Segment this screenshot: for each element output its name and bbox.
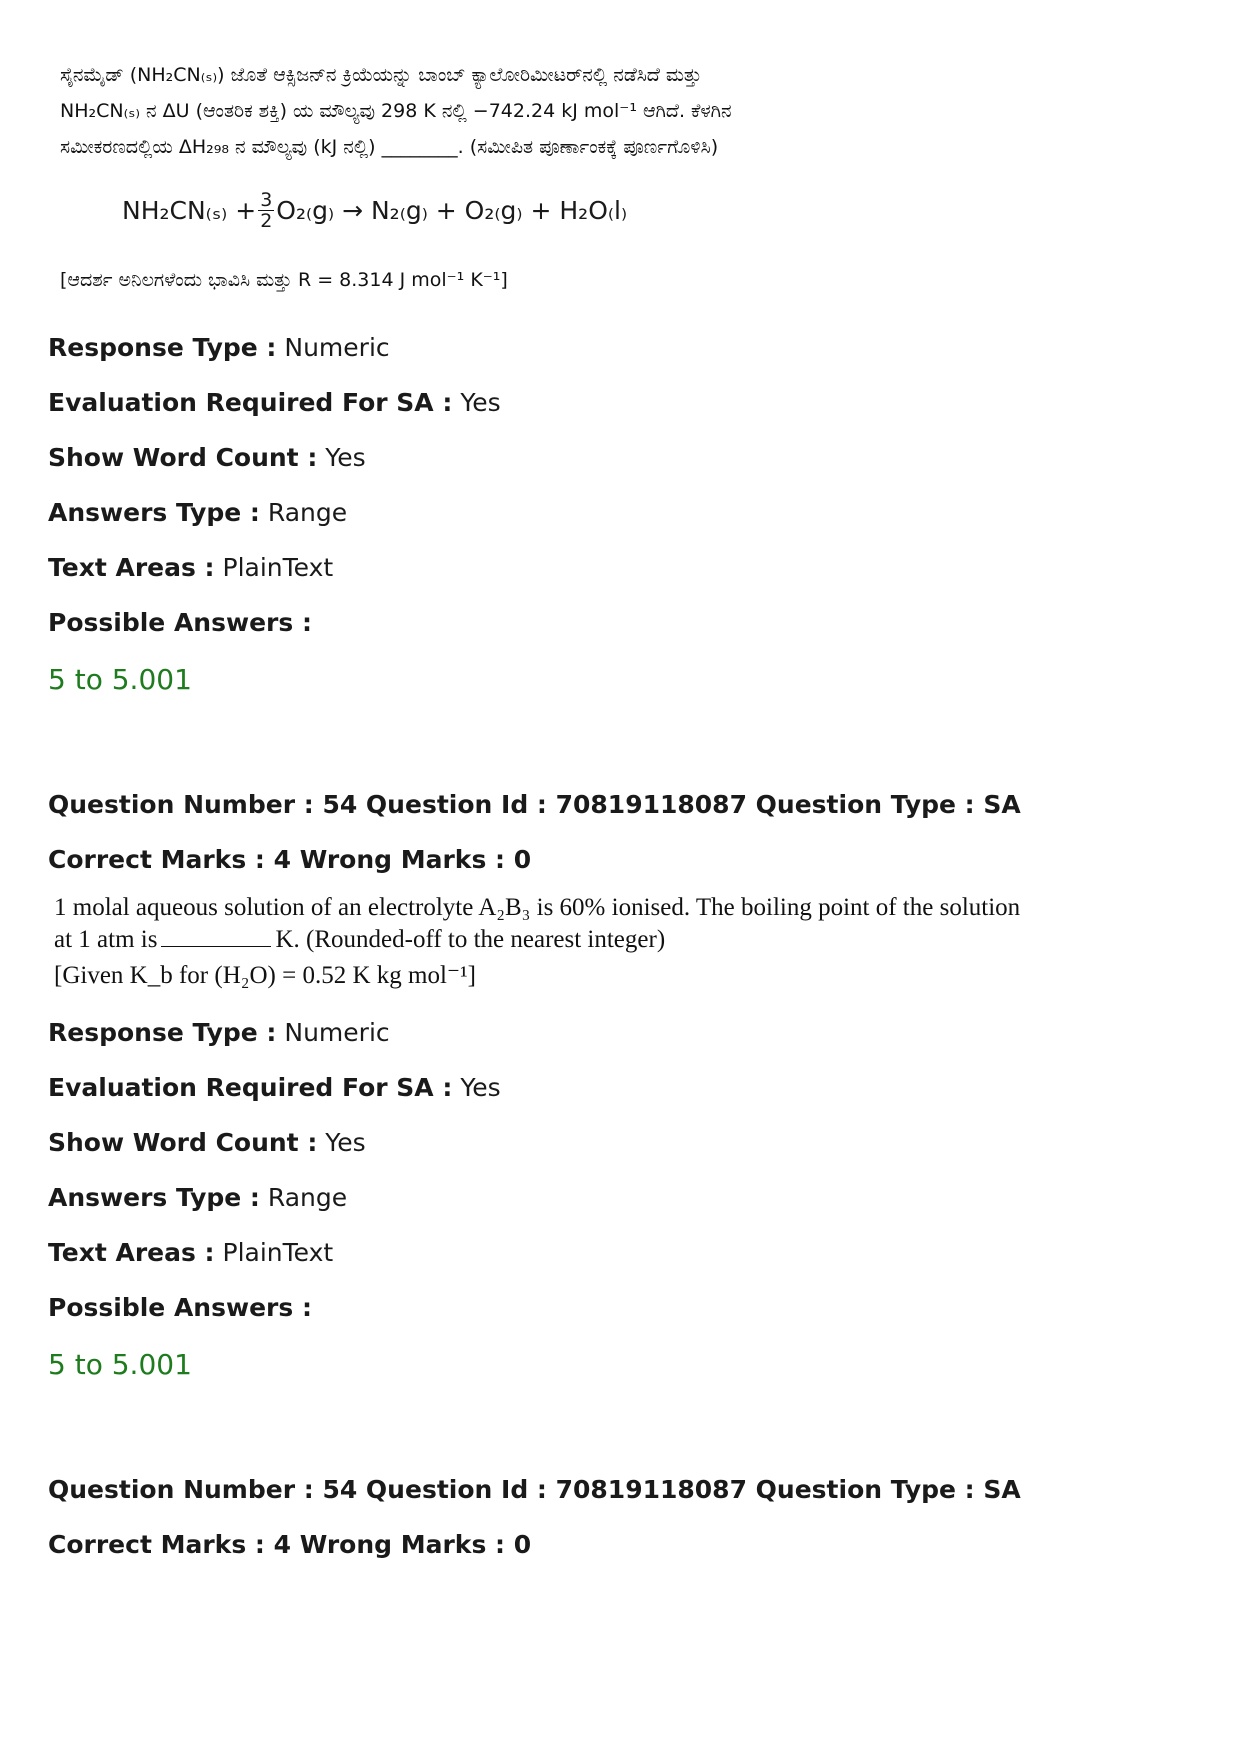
question-text-part: at 1 atm is — [54, 926, 158, 953]
field-label: Response Type : — [48, 333, 277, 362]
text-areas-field — [48, 1238, 333, 1268]
field-value: Numeric — [284, 1018, 390, 1047]
field-value: PlainText — [222, 1238, 334, 1267]
answer-blank — [161, 946, 271, 947]
field-label: Answers Type : — [48, 1183, 260, 1212]
show-word-count-field — [48, 443, 366, 473]
equation-fraction — [258, 190, 274, 231]
fraction-denominator: 2 — [260, 210, 273, 232]
question-text-line: ಸಮೀಕರಣದಲ್ಲಿಯ ΔH₂₉₈ ನ ಮೌಲ್ಯವು (kJ ನಲ್ಲಿ) ________. (ಸಮೀಪಿತ ಪೂರ್ಣಾಂಕಕ್ಕೆ ಪೂರ್ಣಗೊಳಿಸಿ) — [60, 136, 719, 158]
question-marks: Correct Marks : 4 Wrong Marks : 0 — [48, 1530, 532, 1559]
fraction-numerator: 3 — [260, 189, 273, 211]
question-text-line: [Given K_b for (H₂O) = 0.52 K kg mol⁻¹] — [54, 962, 476, 989]
field-value: Yes — [460, 1073, 501, 1102]
possible-answers-field — [48, 608, 312, 638]
answers-type-field — [48, 1183, 347, 1213]
equation-left: NH₂CN₍ₛ₎ + — [122, 196, 257, 225]
question-text-line: ಸೈನಮೈಡ್ (NH₂CN₍ₛ₎) ಜೊತೆ ಆಕ್ಸಿಜನ್‌ನ ಕ್ರಿಯೆಯನ್ನು ಬಾಂಬ್ ಕ್ಯಾಲೋರಿಮೀಟರ್‌ನಲ್ಲಿ ನಡೆಸಿದೆ ಮತ್ತು — [60, 64, 702, 86]
field-label: Response Type : — [48, 1018, 277, 1047]
response-type-field — [48, 1018, 390, 1048]
field-value: Yes — [325, 1128, 366, 1157]
field-value: PlainText — [222, 553, 334, 582]
field-label: Show Word Count : — [48, 443, 318, 472]
field-label: Evaluation Required For SA : — [48, 388, 453, 417]
possible-answers-field — [48, 1293, 312, 1323]
field-label: Show Word Count : — [48, 1128, 318, 1157]
question-header: Question Number : 54 Question Id : 70819118087 Question Type : SA — [48, 790, 1021, 819]
field-label: Evaluation Required For SA : — [48, 1073, 453, 1102]
field-value: Numeric — [284, 333, 390, 362]
response-type-field — [48, 333, 390, 363]
field-value: Range — [267, 1183, 348, 1212]
field-value: Yes — [325, 443, 366, 472]
question-text-part: K. (Rounded-off to the nearest integer) — [275, 926, 666, 953]
show-word-count-field — [48, 1128, 366, 1158]
question-header: Question Number : 54 Question Id : 70819118087 Question Type : SA — [48, 1475, 1021, 1504]
question-text-line: NH₂CN₍ₛ₎ ನ ΔU (ಆಂತರಿಕ ಶಕ್ತಿ) ಯ ಮೌಲ್ಯವು 298 K ನಲ್ಲಿ −742.24 kJ mol⁻¹ ಆಗಿದೆ. ಕೆಳಗಿನ — [60, 100, 732, 122]
evaluation-required-field — [48, 1073, 501, 1103]
field-label: Possible Answers : — [48, 608, 312, 637]
answers-type-field — [48, 498, 347, 528]
question-text-line: [ಆದರ್ಶ ಅನಿಲಗಳೆಂದು ಭಾವಿಸಿ ಮತ್ತು R = 8.314 J mol⁻¹ K⁻¹] — [60, 269, 508, 291]
possible-answer-value: 5 to 5.001 — [48, 663, 192, 696]
equation-right: O₂₍g₎ → N₂₍g₎ + O₂₍g₎ + H₂O₍l₎ — [276, 196, 628, 225]
field-label: Possible Answers : — [48, 1293, 312, 1322]
field-label: Text Areas : — [48, 553, 215, 582]
text-areas-field — [48, 553, 333, 583]
possible-answer-value: 5 to 5.001 — [48, 1348, 192, 1381]
question-text-line — [54, 925, 665, 955]
field-label: Text Areas : — [48, 1238, 215, 1267]
question-marks: Correct Marks : 4 Wrong Marks : 0 — [48, 845, 532, 874]
field-value: Range — [267, 498, 348, 527]
evaluation-required-field — [48, 388, 501, 418]
field-label: Answers Type : — [48, 498, 260, 527]
question-text-line: 1 molal aqueous solution of an electrolyte A₂B₃ is 60% ionised. The boiling point of the solution — [54, 894, 1021, 921]
chemical-equation — [122, 190, 627, 231]
field-value: Yes — [460, 388, 501, 417]
